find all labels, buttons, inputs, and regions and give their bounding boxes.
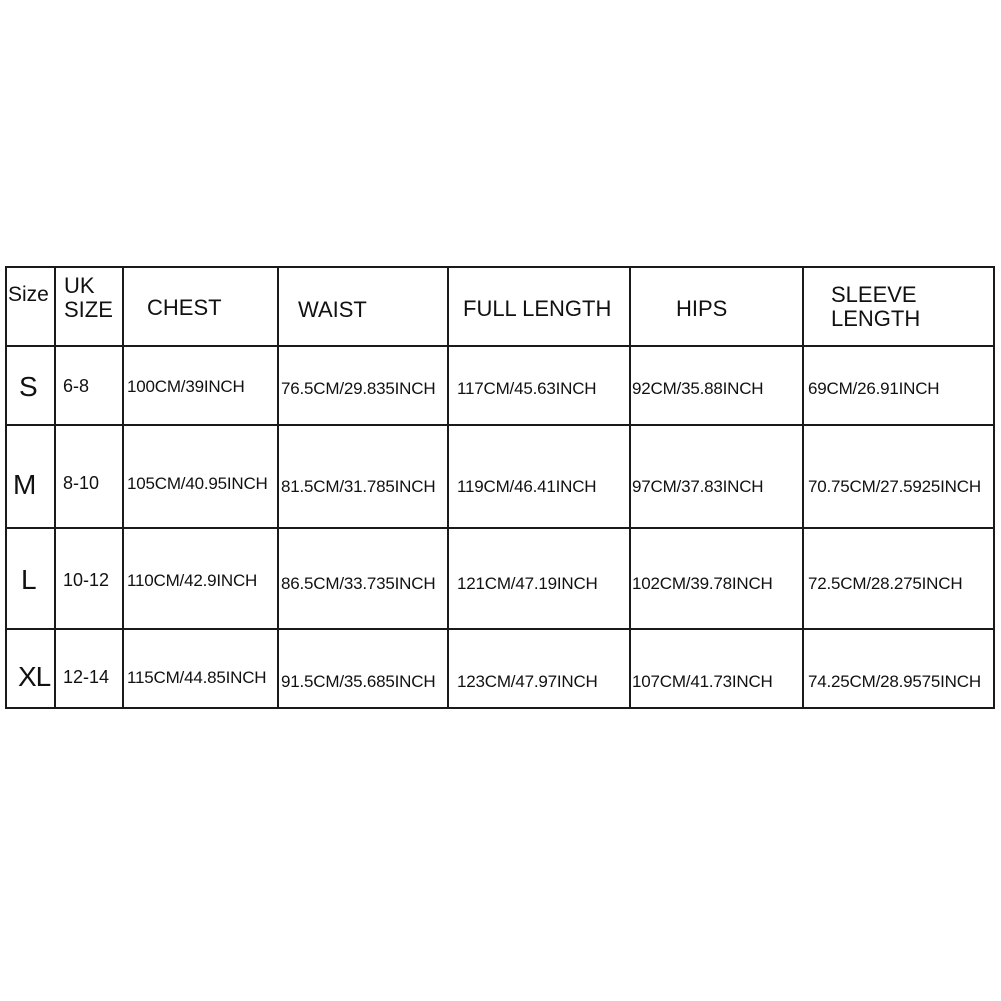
- row-hips: 92CM/35.88INCH: [632, 379, 764, 398]
- row-uk-size: 8-10: [63, 473, 100, 493]
- row-size-label: L: [21, 564, 37, 595]
- column-divider: [5, 266, 7, 709]
- column-divider: [447, 266, 449, 709]
- table-border-right: [993, 266, 995, 709]
- column-divider: [277, 266, 279, 709]
- header-full-length: FULL LENGTH: [463, 296, 612, 321]
- header-waist: WAIST: [298, 297, 367, 322]
- row-full-length: 117CM/45.63INCH: [457, 379, 597, 398]
- row-divider: [5, 527, 995, 529]
- row-divider: [5, 424, 995, 426]
- column-divider: [122, 266, 124, 709]
- row-waist: 76.5CM/29.835INCH: [281, 379, 436, 398]
- header-sleeve-length-line2: LENGTH: [831, 306, 921, 331]
- row-hips: 107CM/41.73INCH: [632, 672, 773, 691]
- row-size-label: M: [13, 469, 37, 500]
- column-divider: [629, 266, 631, 709]
- row-hips: 97CM/37.83INCH: [632, 477, 764, 496]
- row-divider: [5, 345, 995, 347]
- row-waist: 86.5CM/33.735INCH: [281, 574, 436, 593]
- row-size-label: XL: [18, 661, 51, 692]
- row-full-length: 121CM/47.19INCH: [457, 574, 598, 593]
- table-border-top: [5, 266, 995, 268]
- row-sleeve-length: 70.75CM/27.5925INCH: [808, 477, 981, 496]
- header-chest: CHEST: [147, 295, 222, 320]
- row-sleeve-length: 69CM/26.91INCH: [808, 379, 940, 398]
- header-uk-size-line1: UK: [64, 273, 95, 298]
- header-size: Size: [8, 283, 49, 306]
- header-uk-size-line2: SIZE: [64, 297, 113, 322]
- header-uk-size: [64, 274, 113, 322]
- row-sleeve-length: 74.25CM/28.9575INCH: [808, 672, 981, 691]
- row-chest: 105CM/40.95INCH: [127, 474, 268, 493]
- header-hips: HIPS: [676, 296, 728, 321]
- size-chart-table: [5, 266, 995, 708]
- table-border-bottom: [5, 707, 995, 709]
- row-size-label: S: [19, 371, 38, 402]
- row-full-length: 123CM/47.97INCH: [457, 672, 598, 691]
- column-divider: [802, 266, 804, 709]
- column-divider: [54, 266, 56, 709]
- row-hips: 102CM/39.78INCH: [632, 574, 773, 593]
- row-uk-size: 6-8: [63, 376, 90, 396]
- row-chest: 110CM/42.9INCH: [127, 571, 258, 590]
- row-uk-size: 10-12: [63, 570, 110, 590]
- header-sleeve-length: [831, 283, 920, 331]
- row-waist: 91.5CM/35.685INCH: [281, 672, 436, 691]
- row-waist: 81.5CM/31.785INCH: [281, 477, 436, 496]
- row-divider: [5, 628, 995, 630]
- row-full-length: 119CM/46.41INCH: [457, 477, 597, 496]
- row-chest: 115CM/44.85INCH: [127, 668, 267, 687]
- row-uk-size: 12-14: [63, 667, 110, 687]
- row-chest: 100CM/39INCH: [127, 377, 245, 396]
- row-sleeve-length: 72.5CM/28.275INCH: [808, 574, 963, 593]
- header-sleeve-length-line1: SLEEVE: [831, 282, 917, 307]
